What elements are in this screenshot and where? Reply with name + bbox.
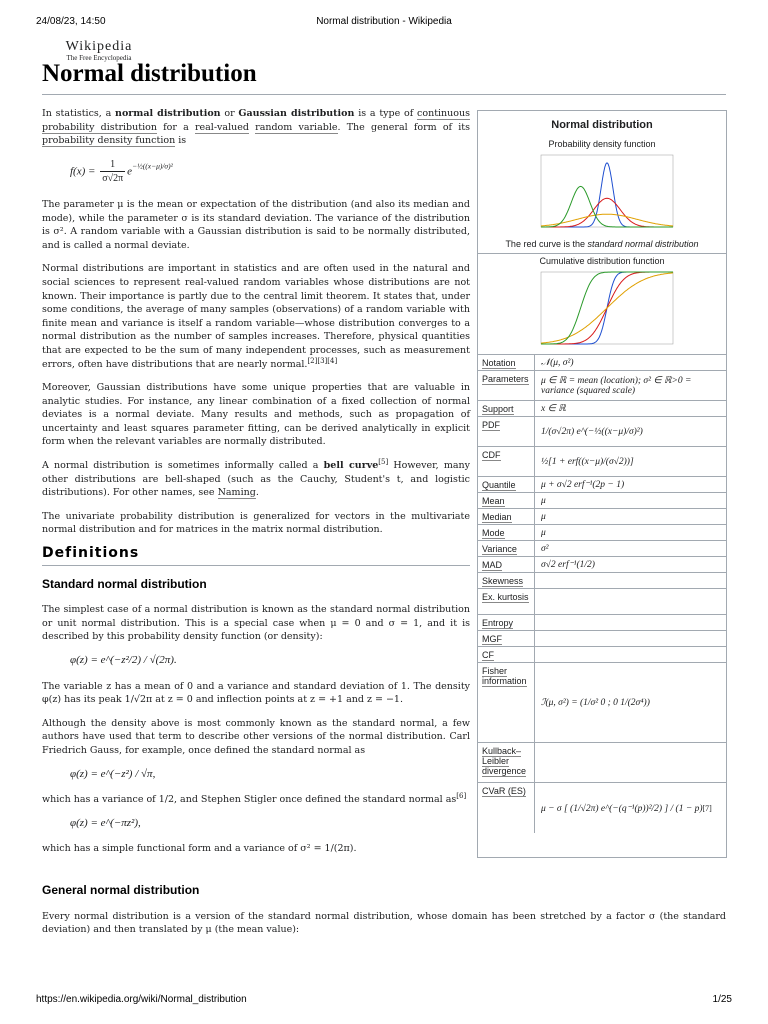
link-real-valued[interactable]: real-valued [194,121,249,133]
infobox-row [478,509,726,525]
text: Notation [482,358,516,368]
infobox-row-label[interactable] [478,509,535,524]
general-section [42,884,726,937]
text: CVaR (ES) [482,786,526,796]
curve-0 [541,163,673,227]
infobox-row [478,589,726,615]
text: or [220,108,239,119]
std-paragraph-3: Although the density above is most commonly known as the standard normal, a few authors have used that term to describe other versions of the normal distribution. Carl Friedrich Gauss, for example, once defined the standard normal as [42,717,470,756]
infobox-row [478,477,726,493]
cdf-chart[interactable] [527,268,677,354]
std-formula-3: φ(z) = e^(−πz²), [70,816,141,829]
text: Mode [482,528,505,538]
infobox-row-value: μ + σ√2 erf⁻¹(2p − 1) [541,480,625,490]
text: MAD [482,560,502,570]
text: Variance [482,544,517,554]
logo-wordmark: Wikipedia [65,39,133,54]
infobox-row [478,631,726,647]
text: Ex. kurtosis [482,592,529,602]
infobox-row-label[interactable] [478,615,535,630]
infobox-row-value [535,631,726,646]
link-probability-density-function[interactable]: probability density function [42,135,176,147]
infobox-row-value: 1/(σ√2π) e^(−½((x−μ)/σ)²) [541,426,643,437]
infobox-row [478,557,726,573]
infobox-row-value: σ√2 erf⁻¹(1/2) [541,560,595,570]
text: Entropy [482,618,514,628]
infobox-row [478,525,726,541]
infobox-row-label[interactable] [478,663,535,742]
term-bell-curve: bell curve [323,460,379,472]
subsection-standard-normal: Standard normal distribution [42,576,207,591]
infobox-title: Normal distribution [551,119,653,131]
text: Mean [482,496,505,506]
citation-4[interactable]: [4] [327,356,338,365]
infobox-rows [478,354,726,833]
infobox-row [478,401,726,417]
infobox-row-label[interactable] [478,477,535,492]
term-gaussian-distribution: Gaussian distribution [238,108,355,119]
intro-paragraph-6: The univariate probability distribution is generalized for vectors in the multivariate normal distribution and for matrices in the matrix normal distribution. [42,510,470,536]
infobox-row-label[interactable] [478,743,535,782]
infobox-row [478,447,726,477]
infobox-row-label[interactable] [478,541,535,556]
infobox-row-label[interactable] [478,493,535,508]
infobox-row-label[interactable] [478,573,535,588]
infobox-row [478,663,726,743]
infobox-row [478,615,726,631]
infobox-row-value [535,573,726,588]
infobox-row-value [535,743,726,782]
infobox-row-label[interactable] [478,557,535,572]
std-paragraph-2: The variable z has a mean of 0 and a variance and standard deviation of 1. The density φ(z) has its peak 1/√2π at z = 0 and inflection points at z = +1 and z = −1. [42,680,470,706]
intro-paragraph-2: The parameter μ is the mean or expectation of the distribution (and also its median and mode), while the parameter σ is its standard deviation. The variance of the distribution is σ². A random variable with a Gaussian distribution is said to be normally distributed, and is called a normal deviate. [42,198,470,251]
pdf-formula: f(x) = $\frac{1}{\sigma√2\pi}$ $e^{-\frac{1}{2}((x-\mu)/\sigma)^2}$ [70,158,173,185]
text: . [255,487,259,499]
text: Skewness [482,576,524,586]
text: Fisher information [482,666,527,686]
text: is a type of [354,108,418,119]
infobox-row-label[interactable] [478,355,535,370]
infobox-row-label[interactable] [478,783,535,833]
std-paragraph-4 [42,793,470,807]
intro-paragraph-3 [42,262,470,371]
infobox-row-label[interactable] [478,525,535,540]
text: Median [482,512,512,522]
infobox-row-value: μ [541,527,546,538]
text: Quantile [482,480,516,490]
curve-2 [541,273,673,343]
intro-paragraph-5 [42,459,470,500]
curve-2 [541,214,673,226]
text: which has a variance of 1/2, and Stephen Stigler once defined the standard normal as [42,794,457,806]
infobox-row-value: μ [541,511,546,522]
article-body [42,107,470,866]
intro-paragraph-4: Moreover, Gaussian distributions have some unique properties that are valuable in analytic studies. For instance, any linear combination of a fixed collection of normal deviates is a normal deviate. Many results and methods, such as propagation of uncertainty and least squares parameter fitting, can be derived analytically in explicit form when the relevant variables are normally distributed. [42,382,470,448]
infobox-row-value [535,615,726,630]
general-paragraph-1: Every normal distribution is a version of the standard normal distribution, whose domain has been stretched by a factor σ (the standard deviation) and then translated by μ (the mean value): [42,910,726,936]
std-formula-1: φ(z) = e^(−z²/2) / √(2π). [70,654,177,666]
citation-5[interactable]: [5] [378,457,389,466]
text: The red curve is the [505,239,588,249]
text: However, many other distributions are bell-shaped (such as the Cauchy, Student's t, and logistic distributions). For other names, see [42,460,470,499]
infobox-row [478,783,726,833]
citation-6[interactable]: [6] [456,792,467,800]
print-date: 24/08/23, 14:50 [36,16,106,27]
print-url: https://en.wikipedia.org/wiki/Normal_distribution [36,994,247,1005]
text: CF [482,650,494,660]
cdf-heading: Cumulative distribution function [539,256,665,266]
text: In statistics, a [42,108,116,119]
text: Kullback–Leibler divergence [482,746,527,776]
infobox-row [478,355,726,371]
citation-7[interactable]: [7] [702,803,712,813]
infobox-row-label[interactable] [478,371,535,400]
infobox-row-value [535,647,726,662]
chart-frame [541,155,673,227]
infobox-row [478,573,726,589]
infobox-row-value: x ∈ ℝ [541,404,566,414]
title-divider [42,94,726,95]
text: Parameters [482,374,529,384]
infobox-row [478,493,726,509]
text: . The general form of its [337,121,471,133]
infobox-row [478,743,726,783]
infobox-row-label[interactable] [478,417,535,446]
intro-paragraph-1 [42,107,470,148]
text: A normal distribution is sometimes informally called a [42,460,324,472]
text: CDF [482,450,501,460]
infobox-row-label[interactable] [478,631,535,646]
infobox-row-label[interactable] [478,401,535,416]
infobox-row-label[interactable] [478,589,535,614]
infobox-row-value [535,589,726,614]
link-random-variable[interactable]: random variable [255,121,338,133]
infobox-row-value: μ − σ [ (1/√2π) e^(−(q⁻¹(p))²/2) ] / (1 − p) [7] [541,803,712,814]
text: PDF [482,420,500,430]
subsection-general-normal: General normal distribution [42,883,200,897]
print-page-number: 1/25 [712,994,732,1005]
infobox-row-value: ½[1 + erf((x−μ)/(σ√2))] [541,456,634,467]
section-definitions: Definitions [42,547,470,566]
infobox-row [478,371,726,401]
infobox-row-value: μ ∈ ℝ = mean (location); σ² ∈ ℝ>0 = variance (squared scale) [541,376,692,396]
curve-3 [541,186,673,227]
std-formula-2: φ(z) = e^(−z²) / √π, [70,767,156,780]
pdf-heading: Probability density function [548,139,656,149]
std-paragraph-1: The simplest case of a normal distribution is known as the standard normal distribution or unit normal distribution. This is a special case when μ = 0 and σ = 1, and it is described by this probability density function (or density): [42,604,470,643]
infobox-row-value: μ [541,495,546,506]
citation-2-3[interactable]: [2][3] [307,356,328,365]
infobox-row-value: 𝒩(μ, σ²) [541,358,574,368]
text: standard normal distribution [587,239,699,249]
infobox-row [478,541,726,557]
print-title: Normal distribution - Wikipedia [316,16,452,27]
infobox-row-value: ℐ(μ, σ²) = (1/σ² 0 ; 0 1/(2σ⁴)) [541,698,650,708]
infobox-row-label[interactable] [478,447,535,476]
infobox-row-value: σ² [541,543,549,554]
page-title: Normal distribution [42,60,257,87]
link-naming[interactable]: Naming [217,487,256,499]
text: MGF [482,634,502,644]
text: Support [482,404,514,414]
text: Normal distributions are important in statistics and are often used in the natural and social sciences to represent real-valued random variables whose distributions are not known. Their importance is partly due to the central limit theorem. It states that, under some conditions, the average of many samples (observations) of a random variable with finite mean and variance is itself a random variable—whose distribution converges to a normal distribution as the number of samples increases. Therefore, physical quantities that are expected to be the sum of many independent processes, such as measurement errors, often have distributions that are nearly normal. [42,263,470,370]
link-continuous-probability-distribution[interactable]: continuous probability distribution [42,108,470,133]
infobox-row [478,647,726,663]
text: is [175,135,187,147]
text: for a [156,121,195,133]
infobox-row [478,417,726,447]
infobox [477,110,727,858]
std-paragraph-5: which has a simple functional form and a variance of σ² = 1/(2π). [42,843,357,855]
pdf-caption [478,237,726,254]
term-normal-distribution: normal distribution [115,108,221,119]
logo-tagline: The Free Encyclopedia [66,54,132,62]
infobox-row-label[interactable] [478,647,535,662]
pdf-chart[interactable] [527,151,677,237]
